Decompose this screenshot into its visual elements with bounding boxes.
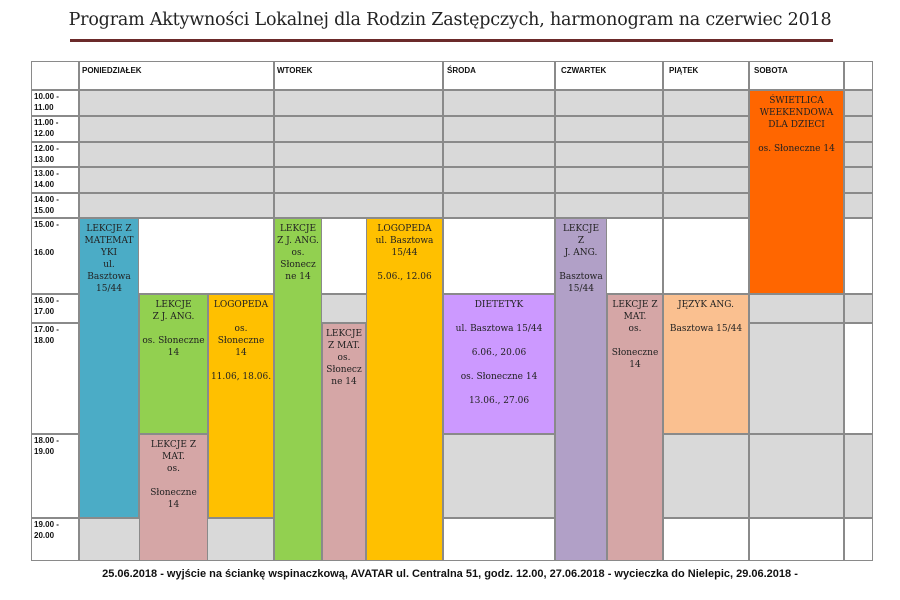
empty-slot [443, 90, 555, 116]
event-text-line: 15/44 [568, 284, 594, 294]
event-text-line: 5.06., 12.06 [377, 272, 432, 282]
event-text-line: YKI [100, 248, 118, 258]
empty-slot [443, 167, 555, 193]
event-text-line: Słonecz [326, 365, 362, 375]
event-tue-math [322, 323, 366, 561]
empty-slot [663, 218, 749, 294]
event-mon-math2 [139, 434, 208, 561]
event-text-line: JĘZYK ANG. [677, 300, 735, 310]
empty-slot [79, 116, 274, 142]
event-text-line: DIETETYK [474, 300, 524, 310]
event-text-line [444, 383, 554, 395]
event-text-line: J. ANG. [564, 248, 598, 258]
event-text-line: Słoneczne [150, 488, 197, 498]
empty-slot [844, 142, 873, 167]
event-text-line: Z J. ANG. [277, 236, 319, 246]
empty-slot [663, 518, 749, 561]
event-text-line: LEKCJE Z [150, 440, 197, 450]
event-text-line: Słoneczne [611, 348, 659, 358]
empty-slot [844, 116, 873, 142]
event-text-line: LEKCJE Z [612, 300, 658, 310]
event-text-line: os. Słoneczne 14 [758, 144, 835, 154]
time-label: 15.00 - [34, 220, 59, 229]
empty-slot [844, 294, 873, 323]
empty-slot [443, 434, 555, 518]
empty-slot [844, 193, 873, 218]
event-tue-logo [366, 218, 443, 561]
event-text-line [140, 323, 207, 335]
event-text-line: os. [337, 353, 351, 363]
day-header-fri: PIĄTEK [669, 66, 699, 75]
day-header-thu: CZWARTEK [561, 66, 607, 75]
event-text-line: MATEMAT [84, 236, 134, 246]
event-text-line [209, 311, 273, 323]
empty-slot [844, 90, 873, 116]
empty-slot [663, 142, 749, 167]
event-text-line: os. [167, 464, 180, 474]
event-text-line: os. [291, 248, 305, 258]
empty-slot [443, 142, 555, 167]
page-title: Program Aktywności Lokalnej dla Rodzin Zastępczych, harmonogram na czerwiec 2018 [68, 10, 832, 30]
event-text-line: 13.06., 27.06 [468, 396, 530, 406]
empty-slot [555, 142, 663, 167]
event-text-line: 14 [167, 500, 180, 510]
empty-slot [749, 323, 844, 434]
empty-slot [443, 193, 555, 218]
event-tue-eng [274, 218, 322, 561]
time-label: 13.00 - 14.00 [34, 169, 59, 189]
empty-slot [274, 90, 443, 116]
event-text-line [750, 131, 843, 143]
event-text-line: Basztowa [559, 272, 603, 282]
empty-slot [555, 193, 663, 218]
event-text-line: ne 14 [285, 272, 311, 282]
event-text-line: 14 [235, 348, 247, 358]
event-text-line: 11.06, 18.06. [210, 372, 272, 382]
event-text-line: 14 [629, 360, 641, 370]
day-header-sat: SOBOTA [754, 66, 788, 75]
empty-slot [844, 167, 873, 193]
event-text-line: LEKCJE [155, 300, 192, 310]
time-label: 18.00 - 19.00 [34, 436, 59, 456]
day-header-tue: WTOREK [277, 66, 313, 75]
event-text-line: Słoneczne [217, 336, 265, 346]
empty-slot [844, 218, 873, 294]
time-label: 10.00 - 11.00 [34, 92, 59, 112]
event-thu-math [607, 294, 663, 561]
empty-slot [663, 116, 749, 142]
event-text-line [664, 311, 748, 323]
event-text-line: LEKCJE [562, 224, 600, 234]
event-text-line: Basztowa [87, 272, 131, 282]
empty-slot [79, 167, 274, 193]
event-text-line: 15/44 [96, 284, 122, 294]
event-text-line: MAT. [162, 452, 185, 462]
event-text-line: LOGOPEDA [213, 300, 269, 310]
time-label: 16.00 [34, 248, 55, 257]
event-text-line: Z [577, 236, 585, 246]
event-fri-eng [663, 294, 749, 434]
event-text-line: LEKCJE [325, 329, 363, 339]
time-label: 12.00 - 13.00 [34, 144, 59, 164]
event-sat-club [749, 90, 844, 294]
empty-slot [749, 434, 844, 518]
empty-slot [274, 167, 443, 193]
event-text-line [556, 259, 606, 271]
event-text-line [608, 335, 662, 347]
event-text-line: ul. [103, 260, 115, 270]
time-label: 16.00 - 17.00 [34, 296, 59, 316]
header-cell [844, 61, 873, 90]
event-text-line [140, 475, 207, 487]
day-header-wed: ŚRODA [447, 66, 476, 75]
empty-slot [443, 218, 555, 294]
event-text-line: LEKCJE Z [86, 224, 132, 234]
empty-slot [79, 193, 274, 218]
event-wed-diet [443, 294, 555, 434]
empty-slot [274, 142, 443, 167]
empty-slot [663, 167, 749, 193]
event-text-line [367, 259, 442, 271]
empty-slot [79, 142, 274, 167]
event-text-line [444, 335, 554, 347]
footer-note: 25.06.2018 - wyjście na ściankę wspinaczkową, AVATAR ul. Centralna 51, godz. 12.00, 27.06.2018 - wycieczka do Nielepic, 29.06.2018 - [102, 568, 798, 580]
event-text-line: ul. Basztowa 15/44 [455, 324, 543, 334]
event-text-line: Z MAT. [328, 341, 360, 351]
empty-slot [663, 90, 749, 116]
empty-slot [844, 434, 873, 518]
empty-slot [443, 518, 555, 561]
event-text-line: ne 14 [331, 377, 357, 387]
event-mon-eng [139, 294, 208, 434]
event-text-line: ul. Basztowa [375, 236, 434, 246]
empty-slot [443, 116, 555, 142]
empty-slot [844, 323, 873, 434]
time-label: 11.00 - 12.00 [34, 118, 59, 138]
event-text-line: ŚWIETLICA [769, 96, 824, 106]
header-cell [31, 61, 79, 90]
event-text-line: MAT. [623, 312, 647, 322]
event-text-line [444, 359, 554, 371]
event-text-line: Słonecz [280, 260, 316, 270]
event-text-line: DLA DZIECI [768, 120, 825, 130]
event-text-line: os. Słoneczne 14 [460, 372, 538, 382]
empty-slot [274, 193, 443, 218]
event-text-line: os. [234, 324, 248, 334]
event-text-line [209, 359, 273, 371]
event-text-line: LOGOPEDA [377, 224, 432, 234]
empty-slot [663, 193, 749, 218]
event-text-line: 6.06., 20.06 [471, 348, 527, 358]
event-mon-math [79, 218, 139, 518]
event-text-line: 14 [167, 348, 180, 358]
event-thu-eng [555, 218, 607, 561]
event-text-line: os. [628, 324, 642, 334]
time-label: 19.00 - 20.00 [34, 520, 59, 540]
empty-slot [749, 294, 844, 323]
event-text-line: LEKCJE [279, 224, 317, 234]
empty-slot [555, 116, 663, 142]
empty-slot [844, 518, 873, 561]
empty-slot [274, 116, 443, 142]
event-text-line [444, 311, 554, 323]
time-label: 17.00 - 18.00 [34, 325, 59, 345]
empty-slot [79, 90, 274, 116]
event-text-line: Basztowa 15/44 [669, 324, 743, 334]
event-text-line: 15/44 [391, 248, 418, 258]
empty-slot [555, 167, 663, 193]
empty-slot [555, 90, 663, 116]
event-text-line: WEEKENDOWA [759, 108, 834, 118]
event-text-line: Z J. ANG. [152, 312, 195, 322]
event-mon-logo [208, 294, 274, 518]
time-label: 14.00 - 15.00 [34, 195, 59, 215]
empty-slot [663, 434, 749, 518]
event-text-line: os. Słoneczne [142, 336, 205, 346]
day-header-mon: PONIEDZIAŁEK [82, 66, 142, 75]
empty-slot [749, 518, 844, 561]
